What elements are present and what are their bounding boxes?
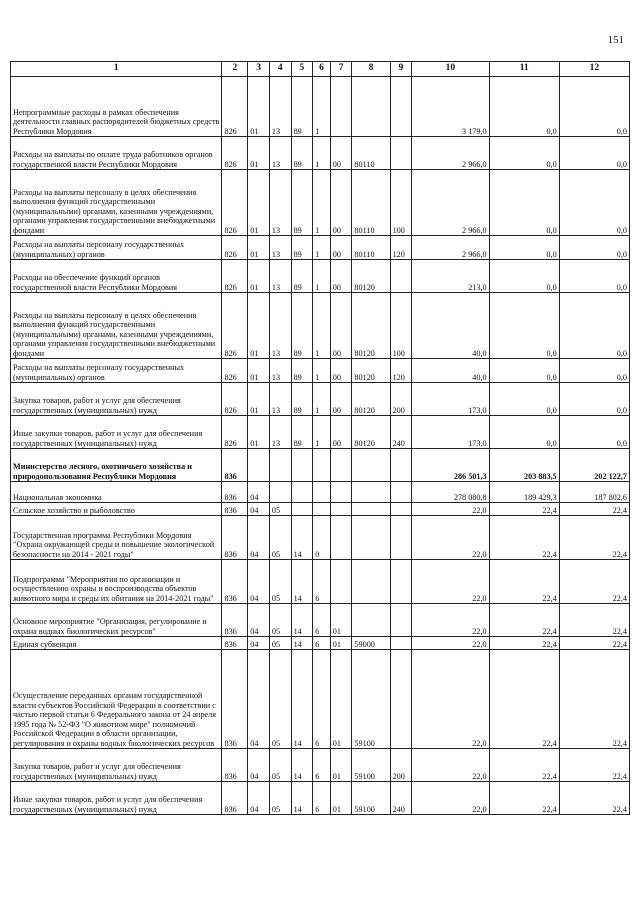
direction-code: 59100 — [352, 650, 390, 749]
direction-code — [352, 77, 390, 137]
program-code: 14 — [291, 516, 313, 560]
program-code: 14 — [291, 637, 313, 650]
section-code: 01 — [248, 416, 270, 449]
row-name: Осуществление переданных органам государственной власти субъектов Российской Федерации в соответствии с частью первой статьи 6 Федерального закона от 24 апреля 1995 года № 52-ФЗ "О животном мире" полномочий Российской Федерации в области организации, регулирования и охраны водных биологических ресурсов — [11, 650, 222, 749]
program-code: 89 — [291, 359, 313, 383]
subsection-code: 05 — [269, 782, 291, 815]
section-code: 04 — [248, 637, 270, 650]
amount-col12: 22,4 — [559, 782, 629, 815]
subprogram-code: 6 — [313, 604, 331, 637]
program-code: 89 — [291, 383, 313, 416]
amount-col10: 2 966,0 — [412, 137, 489, 170]
subprogram-code: 0 — [313, 516, 331, 560]
expense-type-code: 240 — [390, 416, 412, 449]
amount-col12: 187 802,6 — [559, 482, 629, 503]
subprogram-code: 1 — [313, 293, 331, 359]
chapter-code: 836 — [222, 449, 248, 482]
table-row — [11, 650, 630, 749]
program-code: 89 — [291, 293, 313, 359]
amount-col12: 22,4 — [559, 516, 629, 560]
subprogram-code: 1 — [313, 260, 331, 293]
event-code: 00 — [330, 236, 352, 260]
chapter-code: 836 — [222, 650, 248, 749]
column-header: 8 — [352, 62, 390, 77]
chapter-code: 836 — [222, 749, 248, 782]
expense-type-code — [390, 560, 412, 604]
event-code — [330, 77, 352, 137]
subprogram-code — [313, 449, 331, 482]
table-row — [11, 170, 630, 236]
subsection-code: 13 — [269, 137, 291, 170]
column-header: 7 — [330, 62, 352, 77]
amount-col10: 173,0 — [412, 416, 489, 449]
amount-col12: 22,4 — [559, 604, 629, 637]
column-header: 5 — [291, 62, 313, 77]
column-header: 12 — [559, 62, 629, 77]
amount-col11: 0,0 — [489, 236, 559, 260]
row-name: Министерство лесного, охотничьего хозяйства и природопользования Республики Мордовия — [11, 449, 222, 482]
expense-type-code — [390, 650, 412, 749]
chapter-code: 826 — [222, 77, 248, 137]
program-code: 14 — [291, 749, 313, 782]
program-code: 14 — [291, 560, 313, 604]
direction-code: 59100 — [352, 782, 390, 815]
row-name: Основное мероприятие "Организация, регулирование и охрана водных биологических ресурсов" — [11, 604, 222, 637]
direction-code: 80120 — [352, 293, 390, 359]
program-code: 89 — [291, 236, 313, 260]
direction-code — [352, 449, 390, 482]
amount-col12: 0,0 — [559, 236, 629, 260]
amount-col11: 22,4 — [489, 516, 559, 560]
row-name: Государственная программа Республики Мордовия "Охрана окружающей среды и повышение экологической безопасности на 2014 - 2021 годы" — [11, 516, 222, 560]
event-code: 00 — [330, 137, 352, 170]
event-code — [330, 482, 352, 503]
table-row — [11, 416, 630, 449]
row-name: Расходы на выплаты персоналу в целях обеспечения выполнения функций государственными (муниципальными) органами, казенными учреждениями, органами управления государственными внебюджетными фондами — [11, 170, 222, 236]
amount-col12: 0,0 — [559, 170, 629, 236]
program-code: 89 — [291, 170, 313, 236]
section-code: 04 — [248, 503, 270, 516]
direction-code: 59000 — [352, 637, 390, 650]
amount-col11: 22,4 — [489, 749, 559, 782]
chapter-code: 826 — [222, 260, 248, 293]
expense-type-code — [390, 77, 412, 137]
amount-col12: 0,0 — [559, 260, 629, 293]
amount-col10: 40,0 — [412, 293, 489, 359]
amount-col12: 0,0 — [559, 293, 629, 359]
expense-type-code — [390, 503, 412, 516]
amount-col10: 22,0 — [412, 637, 489, 650]
subsection-code: 05 — [269, 503, 291, 516]
direction-code: 80120 — [352, 359, 390, 383]
program-code — [291, 482, 313, 503]
amount-col11: 22,4 — [489, 650, 559, 749]
chapter-code: 826 — [222, 137, 248, 170]
event-code: 00 — [330, 260, 352, 293]
row-name: Иные закупки товаров, работ и услуг для обеспечения государственных (муниципальных) нужд — [11, 782, 222, 815]
row-name: Расходы на выплаты персоналу в целях обеспечения выполнения функций государственными (муниципальными) органами, казенными учреждениями, органами управления государственными внебюджетными фондами — [11, 293, 222, 359]
event-code: 01 — [330, 782, 352, 815]
subsection-code: 13 — [269, 416, 291, 449]
section-code: 01 — [248, 383, 270, 416]
row-name: Закупка товаров, работ и услуг для обеспечения государственных (муниципальных) нужд — [11, 383, 222, 416]
row-name: Закупка товаров, работ и услуг для обеспечения государственных (муниципальных) нужд — [11, 749, 222, 782]
row-name: Расходы на выплаты по оплате труда работников органов государственной власти Республики Мордовия — [11, 137, 222, 170]
column-header: 11 — [489, 62, 559, 77]
column-header: 2 — [222, 62, 248, 77]
column-header: 9 — [390, 62, 412, 77]
table-row — [11, 782, 630, 815]
subprogram-code: 6 — [313, 650, 331, 749]
section-code: 04 — [248, 782, 270, 815]
table-row — [11, 293, 630, 359]
subsection-code: 13 — [269, 293, 291, 359]
subsection-code: 13 — [269, 170, 291, 236]
section-code: 04 — [248, 749, 270, 782]
column-header: 4 — [269, 62, 291, 77]
chapter-code: 826 — [222, 293, 248, 359]
event-code: 00 — [330, 416, 352, 449]
amount-col11: 22,4 — [489, 637, 559, 650]
amount-col10: 22,0 — [412, 782, 489, 815]
amount-col12: 0,0 — [559, 137, 629, 170]
page-number: 151 — [607, 34, 624, 46]
event-code: 00 — [330, 170, 352, 236]
amount-col12: 22,4 — [559, 637, 629, 650]
direction-code — [352, 503, 390, 516]
direction-code: 80110 — [352, 236, 390, 260]
amount-col11: 22,4 — [489, 560, 559, 604]
amount-col11: 0,0 — [489, 383, 559, 416]
budget-table — [10, 61, 630, 815]
subprogram-code: 1 — [313, 236, 331, 260]
program-code: 14 — [291, 782, 313, 815]
amount-col10: 2 966,0 — [412, 170, 489, 236]
section-code — [248, 449, 270, 482]
subsection-code: 13 — [269, 359, 291, 383]
program-code: 89 — [291, 416, 313, 449]
section-code: 01 — [248, 359, 270, 383]
subsection-code: 05 — [269, 560, 291, 604]
expense-type-code: 200 — [390, 383, 412, 416]
amount-col11: 0,0 — [489, 77, 559, 137]
subsection-code: 05 — [269, 516, 291, 560]
subprogram-code: 6 — [313, 782, 331, 815]
table-row — [11, 637, 630, 650]
subprogram-code: 1 — [313, 383, 331, 416]
subprogram-code — [313, 482, 331, 503]
subprogram-code: 1 — [313, 416, 331, 449]
amount-col12: 202 122,7 — [559, 449, 629, 482]
section-code: 04 — [248, 650, 270, 749]
expense-type-code — [390, 516, 412, 560]
subsection-code: 05 — [269, 650, 291, 749]
subsection-code: 05 — [269, 604, 291, 637]
section-code: 04 — [248, 516, 270, 560]
subsection-code: 05 — [269, 749, 291, 782]
direction-code: 80110 — [352, 137, 390, 170]
direction-code — [352, 482, 390, 503]
expense-type-code — [390, 482, 412, 503]
row-name: Иные закупки товаров, работ и услуг для обеспечения государственных (муниципальных) нужд — [11, 416, 222, 449]
chapter-code: 826 — [222, 416, 248, 449]
amount-col11: 22,4 — [489, 782, 559, 815]
row-name: Расходы на выплаты персоналу государственных (муниципальных) органов — [11, 236, 222, 260]
expense-type-code: 120 — [390, 359, 412, 383]
chapter-code: 836 — [222, 782, 248, 815]
program-code: 89 — [291, 137, 313, 170]
program-code: 89 — [291, 260, 313, 293]
table-row — [11, 77, 630, 137]
program-code: 89 — [291, 77, 313, 137]
table-row — [11, 749, 630, 782]
table-row — [11, 560, 630, 604]
table-row — [11, 383, 630, 416]
amount-col11: 189 429,3 — [489, 482, 559, 503]
table-row — [11, 260, 630, 293]
chapter-code: 836 — [222, 637, 248, 650]
row-name: Расходы на выплаты персоналу государственных (муниципальных) органов — [11, 359, 222, 383]
direction-code — [352, 560, 390, 604]
subsection-code: 05 — [269, 637, 291, 650]
chapter-code: 836 — [222, 604, 248, 637]
amount-col12: 0,0 — [559, 359, 629, 383]
chapter-code: 826 — [222, 236, 248, 260]
subsection-code: 13 — [269, 260, 291, 293]
amount-col12: 22,4 — [559, 560, 629, 604]
row-name: Подпрограмма "Мероприятия по организации и осуществлению охраны и воспроизводства объектов животного мира и среды их обитания на 2014-2021 годы" — [11, 560, 222, 604]
subsection-code — [269, 482, 291, 503]
chapter-code: 826 — [222, 383, 248, 416]
row-name: Расходы на обеспечение функций органов государственной власти Республики Мордовия — [11, 260, 222, 293]
row-name: Единая субвенция — [11, 637, 222, 650]
amount-col10: 22,0 — [412, 516, 489, 560]
amount-col12: 22,4 — [559, 749, 629, 782]
event-code: 00 — [330, 293, 352, 359]
amount-col12: 22,4 — [559, 503, 629, 516]
event-code: 01 — [330, 749, 352, 782]
program-code: 14 — [291, 650, 313, 749]
row-name: Непрограммные расходы в рамках обеспечения деятельности главных распорядителей бюджетных средств Республики Мордовия — [11, 77, 222, 137]
amount-col11: 203 883,5 — [489, 449, 559, 482]
section-code: 01 — [248, 293, 270, 359]
expense-type-code: 100 — [390, 170, 412, 236]
column-header: 10 — [412, 62, 489, 77]
expense-type-code — [390, 137, 412, 170]
subsection-code: 13 — [269, 77, 291, 137]
chapter-code: 836 — [222, 503, 248, 516]
expense-type-code — [390, 449, 412, 482]
table-row — [11, 604, 630, 637]
program-code: 14 — [291, 604, 313, 637]
table-row — [11, 449, 630, 482]
table-row — [11, 516, 630, 560]
subprogram-code: 1 — [313, 137, 331, 170]
amount-col10: 40,0 — [412, 359, 489, 383]
event-code: 01 — [330, 637, 352, 650]
amount-col10: 22,0 — [412, 749, 489, 782]
subprogram-code: 6 — [313, 749, 331, 782]
amount-col10: 22,0 — [412, 503, 489, 516]
column-header: 6 — [313, 62, 331, 77]
section-code: 04 — [248, 604, 270, 637]
chapter-code: 836 — [222, 482, 248, 503]
event-code: 00 — [330, 383, 352, 416]
expense-type-code: 200 — [390, 749, 412, 782]
amount-col10: 2 966,0 — [412, 236, 489, 260]
amount-col10: 213,0 — [412, 260, 489, 293]
expense-type-code — [390, 260, 412, 293]
amount-col10: 173,0 — [412, 383, 489, 416]
amount-col11: 0,0 — [489, 416, 559, 449]
expense-type-code: 120 — [390, 236, 412, 260]
amount-col11: 22,4 — [489, 503, 559, 516]
amount-col11: 0,0 — [489, 359, 559, 383]
amount-col12: 0,0 — [559, 416, 629, 449]
program-code — [291, 449, 313, 482]
subsection-code — [269, 449, 291, 482]
header-row — [11, 62, 630, 77]
amount-col10: 3 179,0 — [412, 77, 489, 137]
direction-code — [352, 604, 390, 637]
direction-code — [352, 516, 390, 560]
subprogram-code: 6 — [313, 637, 331, 650]
subprogram-code — [313, 503, 331, 516]
row-name: Национальная экономика — [11, 482, 222, 503]
amount-col10: 22,0 — [412, 560, 489, 604]
amount-col11: 0,0 — [489, 170, 559, 236]
column-header: 1 — [11, 62, 222, 77]
event-code: 01 — [330, 604, 352, 637]
direction-code: 59100 — [352, 749, 390, 782]
amount-col11: 22,4 — [489, 604, 559, 637]
event-code — [330, 449, 352, 482]
expense-type-code: 100 — [390, 293, 412, 359]
direction-code: 80110 — [352, 170, 390, 236]
section-code: 01 — [248, 260, 270, 293]
amount-col11: 0,0 — [489, 137, 559, 170]
section-code: 01 — [248, 236, 270, 260]
subprogram-code: 1 — [313, 359, 331, 383]
event-code — [330, 560, 352, 604]
direction-code: 80120 — [352, 416, 390, 449]
event-code — [330, 516, 352, 560]
amount-col11: 0,0 — [489, 260, 559, 293]
subprogram-code: 1 — [313, 170, 331, 236]
event-code — [330, 503, 352, 516]
section-code: 01 — [248, 77, 270, 137]
chapter-code: 836 — [222, 516, 248, 560]
section-code: 01 — [248, 170, 270, 236]
chapter-code: 826 — [222, 170, 248, 236]
expense-type-code — [390, 637, 412, 650]
subprogram-code: 1 — [313, 77, 331, 137]
expense-type-code — [390, 604, 412, 637]
program-code — [291, 503, 313, 516]
amount-col10: 278 080,8 — [412, 482, 489, 503]
table-row — [11, 359, 630, 383]
subsection-code: 13 — [269, 383, 291, 416]
table-row — [11, 503, 630, 516]
subsection-code: 13 — [269, 236, 291, 260]
direction-code: 80120 — [352, 383, 390, 416]
table-row — [11, 137, 630, 170]
amount-col12: 0,0 — [559, 77, 629, 137]
amount-col10: 286 501,3 — [412, 449, 489, 482]
section-code: 01 — [248, 137, 270, 170]
amount-col10: 22,0 — [412, 604, 489, 637]
direction-code: 80120 — [352, 260, 390, 293]
amount-col11: 0,0 — [489, 293, 559, 359]
section-code: 04 — [248, 560, 270, 604]
section-code: 04 — [248, 482, 270, 503]
amount-col12: 0,0 — [559, 383, 629, 416]
chapter-code: 836 — [222, 560, 248, 604]
table-row — [11, 236, 630, 260]
subprogram-code: 6 — [313, 560, 331, 604]
event-code: 00 — [330, 359, 352, 383]
column-header: 3 — [248, 62, 270, 77]
chapter-code: 826 — [222, 359, 248, 383]
amount-col12: 22,4 — [559, 650, 629, 749]
expense-type-code: 240 — [390, 782, 412, 815]
row-name: Сельское хозяйство и рыболовство — [11, 503, 222, 516]
amount-col10: 22,0 — [412, 650, 489, 749]
table-row — [11, 482, 630, 503]
event-code: 01 — [330, 650, 352, 749]
